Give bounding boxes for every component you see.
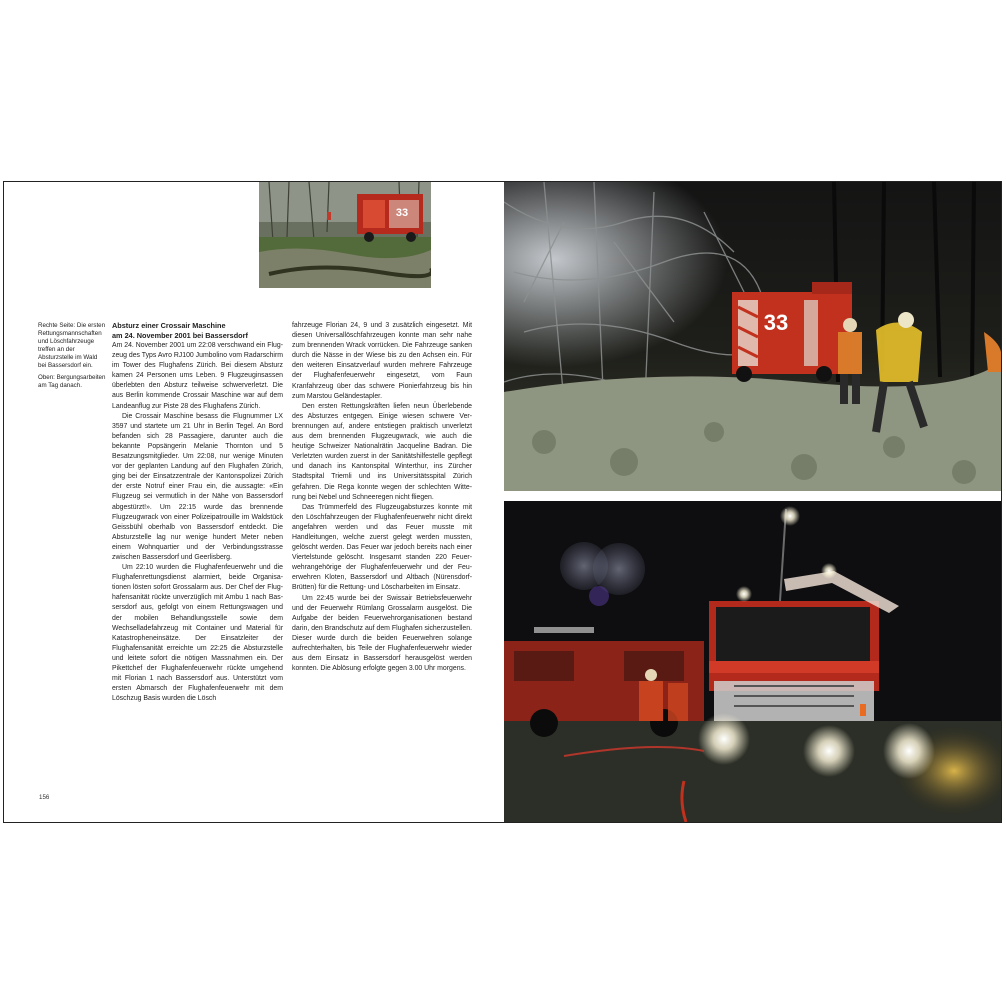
article-paragraph: Das Trümmerfeld des Flugzeugabsturzes konnte mit den Löschfahrzeugen der Flughafenfeuerwehr nicht direkt angefahren werden und das Feuer musste mit Handleitungen, welche zuerst gelegt werden mussten, gelöscht werden. Das Feuer war jedoch bereits nach einer Viertelstunde gelöscht. Insgesamt standen 220 Feuerwehrangehörige der Flughafenfeuerwehr und der Feuerwehren Kloten, Bassersdorf und Altbach (Nürensdorf-Brütten) für die Rettung- und Löscharbeiten im Einsatz. bbox=[292, 503, 472, 592]
article-heading-line1: Absturz einer Crossair Maschine bbox=[112, 321, 226, 330]
article-paragraph: fahrzeuge Florian 24, 9 und 3 zusätzlich eingesetzt. Mit diesen Universallöschfahrzeugen konnte man sehr nahe zum brennenden Wrack vorrücken. Die Fahrzeuge sanken durch die Nässe in der Wiese bis zu den Achsen ein. Für den weiteren Einsatzverlauf wurden mehrere Fahrzeuge der Flughafenfeuerwehr eingesetzt, vom Faun Kranfahrzeug über das schwere Pionierfahrzeug bis hin zum Marstou Geländestapler. bbox=[292, 322, 472, 400]
caption-top-photo: Oben: Bergungsarbeiten am Tag danach. bbox=[38, 374, 106, 389]
caption-right-page: Rechte Seite: Die ersten Rettungsmannschaften und Löschfahrzeuge treffen an der Absturzstelle im Wald bei Bassersdorf ein. bbox=[38, 322, 106, 369]
article-paragraph: Um 22:10 wurden die Flughafenfeuerwehr und die Flughafenrettungsdienst alarmiert, beide Organisationen lösten sofort Grossalarm aus. Der Chef der Flughafensanität rückte unverzüglich mit Ambu 1 nach Bassersdorf aus, gefolgt von einem Rettungswagen und der mobilen Behandlungsstelle sowie dem Wechselladefahrzeug mit Container und Material für Katastropheneinsätze. Der Einsatzleiter der Flughafensanität erreichte um 22:25 die Absturzstelle und leitete sofort die nötigen Massnahmen ein. Der Pikettchef der Flughafenfeuerwehr rückte umgehend mit Florian 1 nach Bassersdorf aus. Unterstützt vom ersten Abmarsch der Flughafenfeuerwehr mit dem Löschzug Basis wurden die Lösch bbox=[112, 564, 283, 703]
left-page bbox=[4, 182, 504, 822]
article-paragraph: Um 22:45 wurde bei der Swissair Betriebsfeuerwehr und der Feuerwehr Rümlang Grossalarm ausgelöst. Die Aufgabe der beiden Feuerwehrorganisationen bestand darin, den Brandschutz auf dem Flughafen sicherzustellen. Dieser wurde durch die beiden Feuerwehren solange aufrechterhalten, bis Teile der Flughafenfeuerwehr wieder aus dem Einsatz in Bassersdorf herausgelöst werden konnten. Die Ablösung erfolgte gegen 3.00 Uhr morgens. bbox=[292, 594, 472, 673]
article-column-1 bbox=[112, 321, 283, 704]
night-forest-rescue-photo bbox=[504, 182, 1001, 491]
article-paragraph: Den ersten Rettungskräften liefen neun Überlebende des Absturzes entgegen. Einige wiesen schwere Verbrennungen auf, andere entstiegen praktisch unverletzt aus dem brennenden Flugzeugwrack, wie auch die heutige Schweizer Nationalrätin Jacqueline Badran. Die Verletzten wurden zuerst in der Sanitätshilfestelle gepflegt und danach ins Kantonspital Winterthur, ins Zürcher Stadtspital Triemli und ins Universitätsspital Zürich gefahren. Die Rega konnte wegen der schlechten Witterung bei Nebel und Schneeregen nicht fliegen. bbox=[292, 402, 472, 501]
article-column-2 bbox=[292, 321, 472, 674]
vehicle-number-label: 33 bbox=[763, 310, 789, 335]
article-paragraph: Am 24. November 2001 um 22:08 verschwand ein Flugzeug des Typs Avro RJ100 Jumbolino vom Radarschirm im Tower des Flughafens Zürich. Bei diesem Absturz kamen 24 Personen ums Leben. 9 Flugzeuginsassen überlebten den Absturz teilweise schwerverletzt. Die aus Berlin kommende Crossair Maschine war auf dem Landeanflug zur Piste 28 des Flughafens Zürich. bbox=[112, 342, 283, 410]
photo-caption bbox=[38, 322, 106, 394]
article-paragraph: Die Crossair Maschine besass die Flugnummer LX 3597 und startete um 21 Uhr in Berlin Tegel. An Bord befanden sich 28 Passagiere, darunter auch die bekannte Popsängerin Melanie Thornton und 5 Besatzungsmitglieder. Um 22:08, nur wenige Minuten vor der geplanten Landung auf den Flughafen Zürich, ging bei der Einsatzzentrale der Kantonspolizei Zürich der erste Notruf einer Frau ein, die aussagte: «Ein Flugzeug sei vermutlich in der Nähe von Bassersdorf abgestürzt!». Um 22:15 wurde das brennende Flugzeugwrack von einer Polizeipatrouille im Waldstück Geissbühl oberhalb von Bassersdorf entdeckt. Die Absturzstelle lag nur wenige hundert Meter neben einem Wohnquartier und der Verbindungsstrasse zwischen Bassersdorf und Geerlisberg. bbox=[112, 412, 283, 561]
page-number: 156 bbox=[39, 794, 50, 801]
article-heading-line2: am 24. November 2001 bei Bassersdorf bbox=[112, 331, 248, 340]
night-truck-headlights-photo bbox=[504, 501, 1001, 822]
vehicle-number-label: 33 bbox=[395, 207, 409, 219]
book-spread bbox=[3, 181, 1002, 823]
right-page bbox=[504, 182, 1001, 822]
daytime-recovery-photo bbox=[259, 182, 431, 288]
